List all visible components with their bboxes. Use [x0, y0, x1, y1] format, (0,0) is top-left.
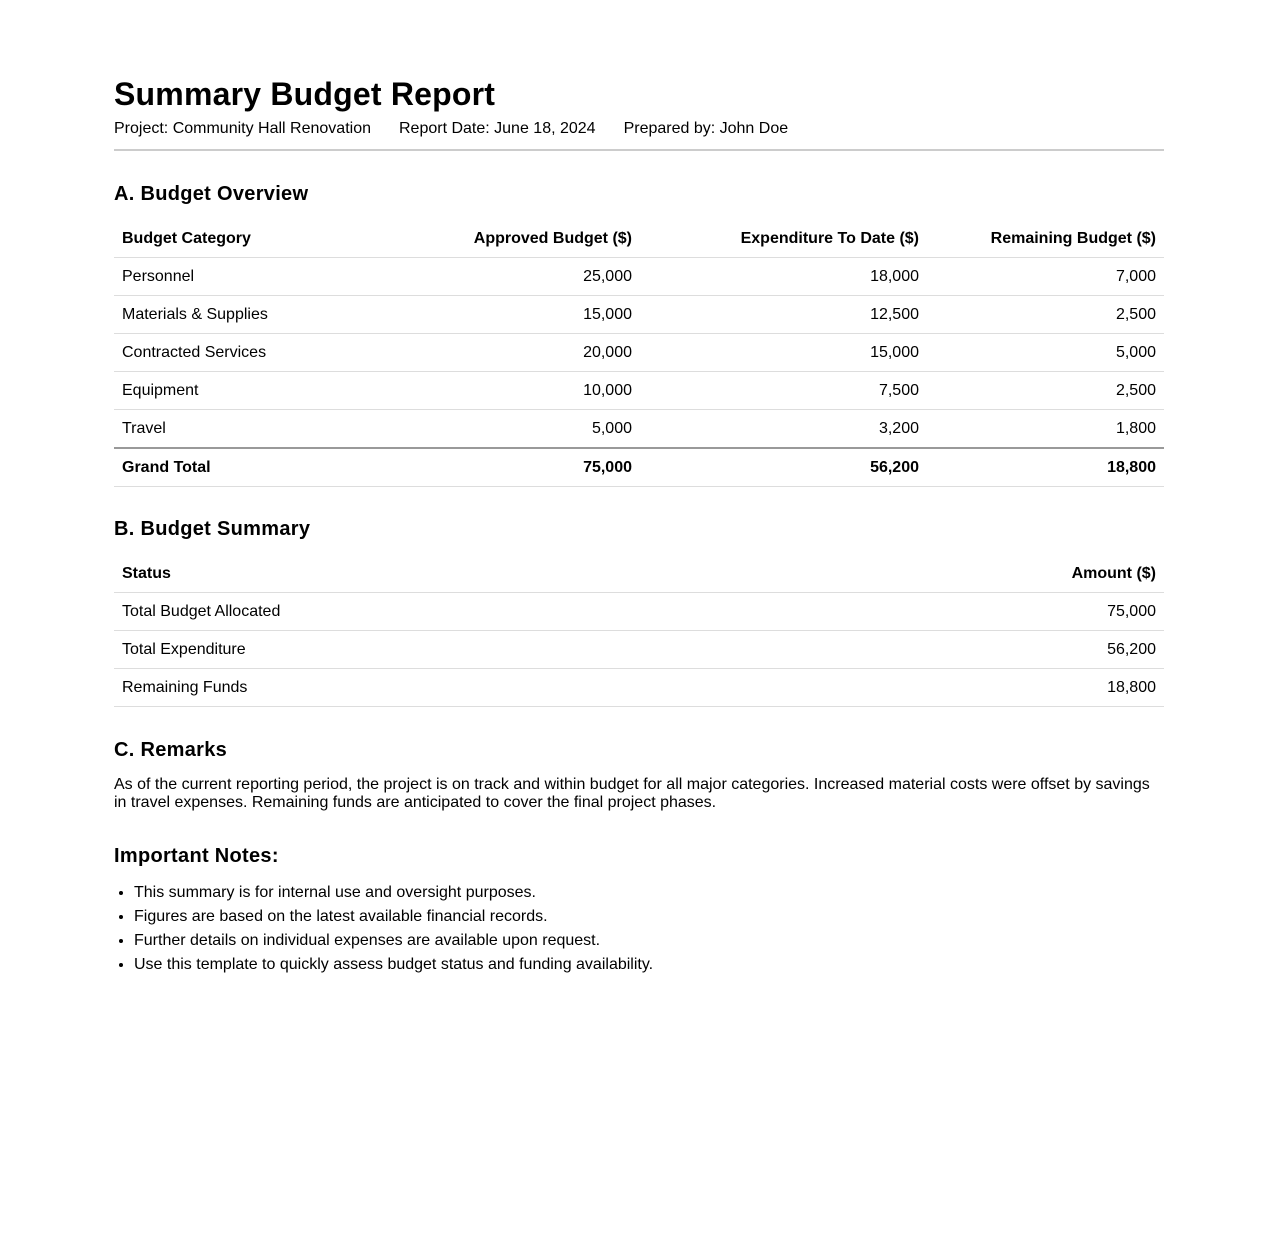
remaining-cell: 1,800 [927, 410, 1164, 449]
column-header-remaining: Remaining Budget ($) [927, 220, 1164, 258]
table-header-row [114, 220, 1164, 258]
remaining-cell: 5,000 [927, 334, 1164, 372]
table-row [114, 296, 1164, 334]
status-cell: Total Budget Allocated [114, 593, 780, 631]
amount-cell: 18,800 [780, 669, 1164, 707]
category-cell: Materials & Supplies [114, 296, 360, 334]
list-item: • Further details on individual expenses are available upon request. [134, 929, 1164, 953]
category-cell: Contracted Services [114, 334, 360, 372]
remaining-cell: 2,500 [927, 296, 1164, 334]
expenditure-cell: 18,000 [640, 258, 927, 296]
table-row [114, 258, 1164, 296]
status-cell: Remaining Funds [114, 669, 780, 707]
report-date: Report Date: June 18, 2024 [399, 120, 596, 137]
status-cell: Total Expenditure [114, 631, 780, 669]
remaining-cell: 2,500 [927, 372, 1164, 410]
approved-cell: 10,000 [360, 372, 640, 410]
expenditure-cell: 15,000 [640, 334, 927, 372]
amount-cell: 75,000 [780, 593, 1164, 631]
project-name: Project: Community Hall Renovation [114, 120, 371, 137]
grand-total-label: Grand Total [114, 448, 360, 487]
remaining-cell: 7,000 [927, 258, 1164, 296]
remarks-heading: C. Remarks [114, 739, 228, 761]
table-row [114, 372, 1164, 410]
grand-total-approved: 75,000 [360, 448, 640, 487]
column-header-category: Budget Category [114, 220, 360, 258]
amount-cell: 56,200 [780, 631, 1164, 669]
category-cell: Equipment [114, 372, 360, 410]
expenditure-cell: 12,500 [640, 296, 927, 334]
list-item: • Figures are based on the latest available financial records. [134, 905, 1164, 929]
notes-list [114, 881, 1164, 977]
budget-overview-table [114, 220, 1164, 487]
column-header-approved: Approved Budget ($) [360, 220, 640, 258]
budget-overview-heading: A. Budget Overview [114, 183, 309, 205]
grand-total-expenditure: 56,200 [640, 448, 927, 487]
approved-cell: 25,000 [360, 258, 640, 296]
table-header-row [114, 555, 1164, 593]
category-cell: Travel [114, 410, 360, 449]
important-notes-heading: Important Notes: [114, 845, 279, 867]
approved-cell: 20,000 [360, 334, 640, 372]
grand-total-remaining: 18,800 [927, 448, 1164, 487]
page-title: Summary Budget Report [114, 76, 496, 112]
report-page [114, 0, 1164, 977]
expenditure-cell: 3,200 [640, 410, 927, 449]
report-meta [114, 119, 1164, 151]
table-row [114, 334, 1164, 372]
budget-summary-heading: B. Budget Summary [114, 518, 311, 540]
table-row [114, 631, 1164, 669]
category-cell: Personnel [114, 258, 360, 296]
table-row [114, 410, 1164, 449]
approved-cell: 15,000 [360, 296, 640, 334]
column-header-amount: Amount ($) [780, 555, 1164, 593]
grand-total-row [114, 448, 1164, 487]
list-item: • Use this template to quickly assess budget status and funding availability. [134, 953, 1164, 977]
table-row [114, 669, 1164, 707]
budget-summary-table [114, 555, 1164, 707]
remarks-paragraph: As of the current reporting period, the project is on track and within budget for all major categories. Increased material costs were offset by savings in travel expenses. Remaining funds are anticipated to cover the final project phases. [114, 776, 1150, 811]
list-item: • This summary is for internal use and oversight purposes. [134, 881, 1164, 905]
approved-cell: 5,000 [360, 410, 640, 449]
column-header-expenditure: Expenditure To Date ($) [640, 220, 927, 258]
column-header-status: Status [114, 555, 780, 593]
expenditure-cell: 7,500 [640, 372, 927, 410]
table-row [114, 593, 1164, 631]
prepared-by: Prepared by: John Doe [623, 120, 789, 137]
